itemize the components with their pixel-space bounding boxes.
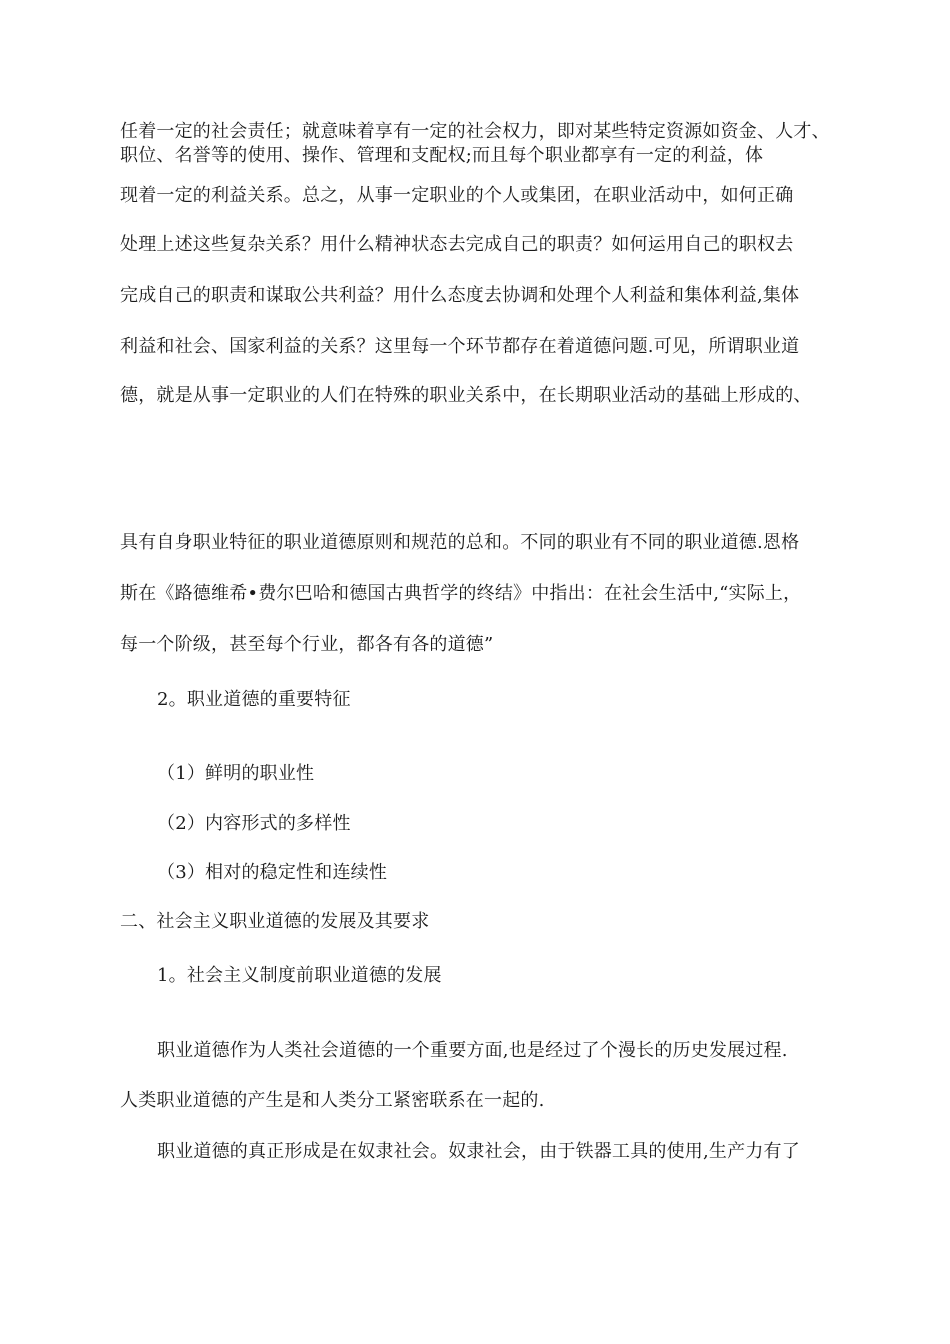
paragraph-line: 职业道德作为人类社会道德的一个重要方面,也是经过了个漫长的历史发展过程. [157, 1040, 788, 1061]
paragraph-line: 职位、名誉等的使用、操作、管理和支配权;而且每个职业都享有一定的利益，体 [120, 145, 764, 166]
list-item: （3）相对的稳定性和连续性 [157, 862, 388, 883]
paragraph-line: 完成自己的职责和谋取公共利益？用什么态度去协调和处理个人利益和集体利益,集体 [120, 285, 800, 306]
chapter-heading: 二、社会主义职业道德的发展及其要求 [120, 911, 430, 932]
paragraph-line: 德，就是从事一定职业的人们在特殊的职业关系中，在长期职业活动的基础上形成的、 [120, 385, 812, 406]
paragraph-line: 任着一定的社会责任；就意味着享有一定的社会权力，即对某些特定资源如资金、人才、 [120, 121, 830, 142]
paragraph-line: 人类职业道德的产生是和人类分工紧密联系在一起的. [120, 1090, 545, 1111]
paragraph-line: 职业道德的真正形成是在奴隶社会。奴隶社会，由于铁器工具的使用,生产力有了 [157, 1141, 800, 1162]
paragraph-line: 现着一定的利益关系。总之，从事一定职业的个人或集团，在职业活动中，如何正确 [120, 185, 794, 206]
section-heading: 1。社会主义制度前职业道德的发展 [157, 965, 442, 986]
paragraph-line: 处理上述这些复杂关系？用什么精神状态去完成自己的职责？如何运用自己的职权去 [120, 234, 794, 255]
paragraph-line: 具有自身职业特征的职业道德原则和规范的总和。不同的职业有不同的职业道德.恩格 [120, 532, 800, 553]
paragraph-line: 每一个阶级，甚至每个行业，都各有各的道德” [120, 634, 494, 655]
list-item: （2）内容形式的多样性 [157, 813, 351, 834]
paragraph-line: 斯在《路德维希•费尔巴哈和德国古典哲学的终结》中指出：在社会生活中,“实际上， [120, 583, 802, 604]
paragraph-line: 利益和社会、国家利益的关系？这里每一个环节都存在着道德问题.可见，所谓职业道 [120, 336, 800, 357]
section-heading: 2。职业道德的重要特征 [157, 689, 351, 710]
list-item: （1）鲜明的职业性 [157, 763, 315, 784]
